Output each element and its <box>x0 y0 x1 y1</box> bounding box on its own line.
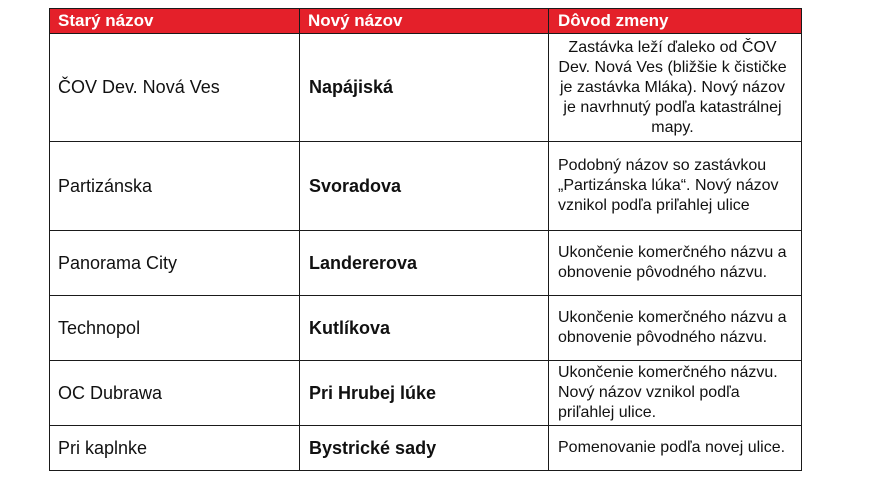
reason-text: Podobný názov so zastávkou „Partizánska lúka“. Nový názov vznikol podľa priľahlej ulice <box>558 157 779 214</box>
old-name-cell: OC Dubrawa <box>50 361 300 426</box>
reason-cell <box>549 361 802 426</box>
new-name-cell: Pri Hrubej lúke <box>300 361 549 426</box>
table-row <box>50 142 802 231</box>
reason-cell <box>549 34 802 142</box>
table-row <box>50 34 802 142</box>
old-name-cell: Technopol <box>50 296 300 361</box>
table-row <box>50 426 802 471</box>
new-name-cell: Landererova <box>300 231 549 296</box>
old-name-cell: Panorama City <box>50 231 300 296</box>
old-name-cell: Pri kaplnke <box>50 426 300 471</box>
reason-cell <box>549 296 802 361</box>
header-old-name: Starý názov <box>50 9 300 34</box>
table-row <box>50 231 802 296</box>
table-row <box>50 361 802 426</box>
reason-cell <box>549 142 802 231</box>
new-name-cell: Kutlíkova <box>300 296 549 361</box>
reason-text: Ukončenie komerčného názvu a obnovenie pôvodného názvu. <box>558 244 787 281</box>
header-reason: Dôvod zmeny <box>549 9 802 34</box>
old-name-cell: ČOV Dev. Nová Ves <box>50 34 300 142</box>
reason-cell <box>549 426 802 471</box>
new-name-cell: Svoradova <box>300 142 549 231</box>
reason-cell <box>549 231 802 296</box>
table-row <box>50 296 802 361</box>
stop-rename-table <box>49 8 802 471</box>
reason-text: Ukončenie komerčného názvu a obnovenie pôvodného názvu. <box>558 309 787 346</box>
reason-text: Ukončenie komerčného názvu. Nový názov vznikol podľa priľahlej ulice. <box>558 364 778 421</box>
reason-text: Zastávka leží ďaleko od ČOV Dev. Nová Ves (bližšie k čističke je zastávka Mláka). Nový názov je navrhnutý podľa katastrálnej mapy. <box>558 38 787 136</box>
old-name-cell: Partizánska <box>50 142 300 231</box>
reason-text: Pomenovanie podľa novej ulice. <box>558 439 786 456</box>
header-new-name: Nový názov <box>300 9 549 34</box>
new-name-cell: Bystrické sady <box>300 426 549 471</box>
header-row <box>50 9 802 34</box>
new-name-cell: Napájiská <box>300 34 549 142</box>
